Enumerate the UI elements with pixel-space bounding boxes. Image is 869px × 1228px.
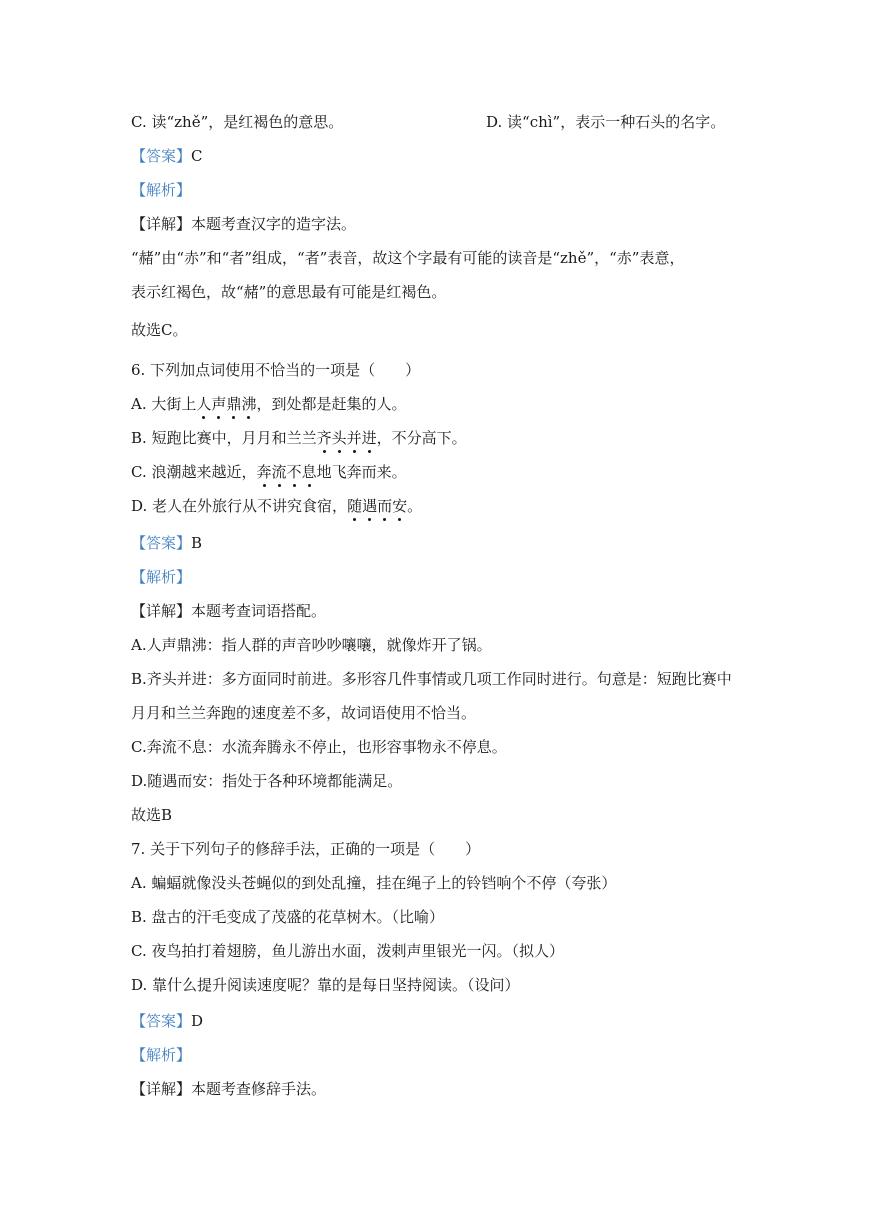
option-letter: C. <box>131 463 147 481</box>
q6-explanation: A.人声鼎沸：指人群的声音吵吵嚷嚷，就像炸开了锅。 <box>131 636 492 654</box>
dotted-char: 流 <box>271 463 287 481</box>
option-text-before: 浪潮越来越近， <box>151 463 257 481</box>
q6-explanation: D.随遇而安：指处于各种环境都能满足。 <box>131 772 403 790</box>
option-text-after: ，不分高下。 <box>376 429 467 447</box>
answer-value: D <box>191 1012 204 1030</box>
q6-option-c <box>131 462 407 482</box>
q5-explain-line-1: “赭”由“赤”和“者”组成，“者”表音，故这个字最有可能的读音是“zhě”，“赤”表意， <box>131 249 685 267</box>
q5-option-c: C. 读“zhě”，是红褐色的意思。 <box>131 113 344 131</box>
q6-question: 6. 下列加点词使用不恰当的一项是（ ） <box>131 361 421 379</box>
dotted-char: 随 <box>347 497 363 515</box>
detail-label: 【详解】 <box>131 602 192 620</box>
option-text-before: 短跑比赛中，月月和兰兰 <box>151 429 317 447</box>
q7-option-d: D. 靠什么提升阅读速度呢？靠的是每日坚持阅读。（设问） <box>131 976 520 994</box>
q6-conclusion: 故选B <box>131 806 173 824</box>
q5-explain-line-2: 表示红褐色，故“赭”的意思最有可能是红褐色。 <box>131 283 447 301</box>
dotted-char: 不 <box>286 463 302 481</box>
q6-explanation: C.奔流不息：水流奔腾永不停止，也形容事物永不停息。 <box>131 738 507 756</box>
dotted-char: 齐 <box>316 429 332 447</box>
q7-analysis-label: 【解析】 <box>131 1046 192 1064</box>
dotted-char: 沸 <box>241 395 257 413</box>
detail-text: 本题考查汉字的造字法。 <box>191 215 357 233</box>
option-text-after: 地飞奔而来。 <box>316 463 407 481</box>
dotted-char: 奔 <box>256 463 272 481</box>
answer-value: B <box>191 534 203 552</box>
dotted-char: 安 <box>392 497 408 515</box>
option-letter: B. <box>131 429 147 447</box>
q6-option-a <box>131 394 406 414</box>
detail-text: 本题考查词语搭配。 <box>191 602 327 620</box>
option-text-before: 老人在外旅行从不讲究食宿， <box>152 497 348 515</box>
option-letter: A. <box>131 395 147 413</box>
answer-label: 【答案】 <box>131 147 192 165</box>
option-text-after: ，到处都是赶集的人。 <box>256 395 407 413</box>
option-text-before: 大街上 <box>151 395 197 413</box>
q6-option-b <box>131 428 467 448</box>
q6-detail <box>131 601 326 621</box>
q7-detail <box>131 1079 326 1099</box>
detail-text: 本题考查修辞手法。 <box>191 1080 327 1098</box>
q7-question: 7. 关于下列句子的修辞手法，正确的一项是（ ） <box>131 840 481 858</box>
dotted-char: 遇 <box>362 497 378 515</box>
detail-label: 【详解】 <box>131 1080 192 1098</box>
answer-label: 【答案】 <box>131 534 192 552</box>
q5-answer <box>131 146 203 166</box>
q7-option-b: B. 盘古的汗毛变成了茂盛的花草树木。（比喻） <box>131 908 445 926</box>
detail-label: 【详解】 <box>131 215 192 233</box>
option-letter: D. <box>131 497 148 515</box>
dotted-char: 鼎 <box>226 395 242 413</box>
q7-option-c: C. 夜鸟拍打着翅膀，鱼儿游出水面，泼剌声里银光一闪。（拟人） <box>131 942 564 960</box>
dotted-char: 进 <box>361 429 377 447</box>
q6-analysis-label: 【解析】 <box>131 568 192 586</box>
q6-answer <box>131 533 202 553</box>
q5-analysis-label: 【解析】 <box>131 181 192 199</box>
q5-detail <box>131 214 356 234</box>
answer-value: C <box>191 147 203 165</box>
q6-explanation: B.齐头并进：多方面同时前进。多形容几件事情或几项工作同时进行。句意是：短跑比赛中 <box>131 670 732 688</box>
q6-option-d <box>131 496 422 516</box>
dotted-char: 而 <box>377 497 393 515</box>
dotted-char: 并 <box>346 429 362 447</box>
dotted-char: 息 <box>301 463 317 481</box>
q5-option-d: D. 读“chì”，表示一种石头的名字。 <box>486 113 726 131</box>
q7-option-a: A. 蝙蝠就像没头苍蝇似的到处乱撞，挂在绳子上的铃铛响个不停（夸张） <box>131 874 617 892</box>
answer-label: 【答案】 <box>131 1012 192 1030</box>
q5-conclusion: 故选C。 <box>131 321 188 339</box>
q6-explanation: 月月和兰兰奔跑的速度差不多，故词语使用不恰当。 <box>131 704 477 722</box>
option-text-after: 。 <box>407 497 423 515</box>
dotted-char: 声 <box>211 395 227 413</box>
dotted-char: 头 <box>331 429 347 447</box>
q7-answer <box>131 1011 203 1031</box>
dotted-char: 人 <box>196 395 212 413</box>
